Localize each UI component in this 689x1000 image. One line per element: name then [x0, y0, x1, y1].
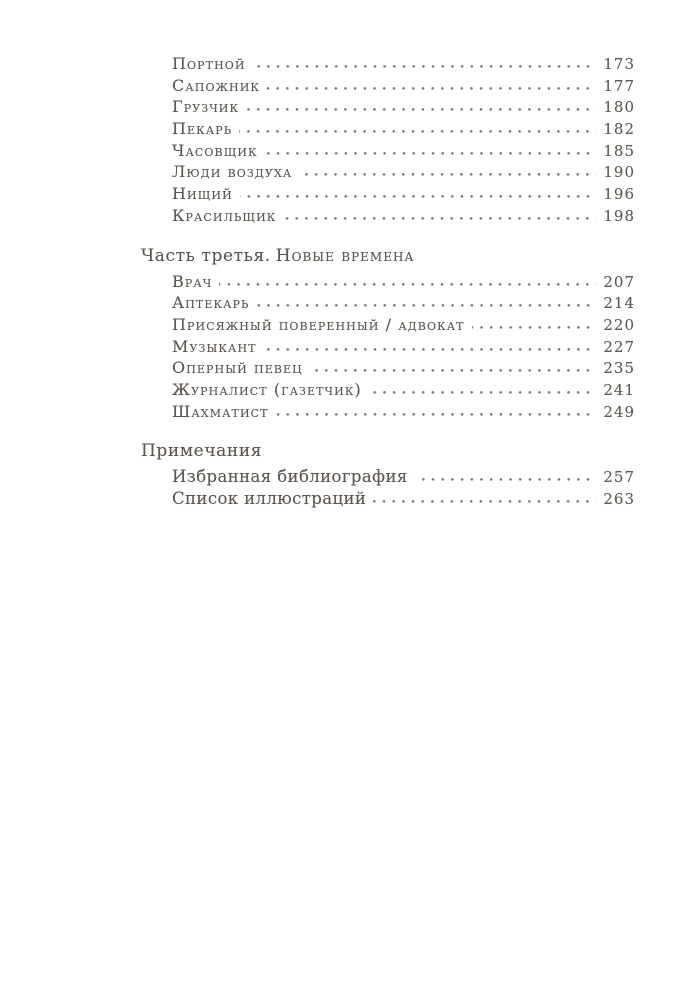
toc-entry-title: Избранная библиография [172, 467, 408, 487]
dot-leader [369, 391, 596, 394]
dot-leader [310, 369, 596, 372]
dot-leader [267, 87, 596, 90]
toc-entry-title: Грузчик [172, 97, 240, 117]
toc-entry [172, 97, 635, 119]
toc-entry [172, 380, 635, 402]
toc-entry-title: Музыкант [172, 336, 257, 356]
section-heading-text: Часть третья. [141, 245, 271, 266]
dot-leader [253, 65, 596, 68]
toc-entry-page: 185 [603, 141, 635, 160]
toc-entry-page: 177 [603, 76, 635, 95]
section-heading-text: Примечания [141, 441, 263, 462]
toc-entry [172, 119, 635, 141]
toc-entry [172, 315, 635, 337]
toc-entries [141, 272, 635, 424]
toc-entry-page: 196 [603, 185, 635, 204]
toc-entry-page: 182 [603, 120, 635, 139]
toc-entry-title: Красильщик [172, 205, 277, 225]
dot-leader [257, 304, 596, 307]
toc-entry-page: 198 [603, 206, 635, 225]
toc-entry-title: Врач [172, 271, 213, 291]
dot-leader [246, 108, 596, 111]
toc-entry-page: 235 [603, 359, 635, 378]
dot-leader [472, 326, 596, 329]
toc-entry-page: 249 [603, 402, 635, 421]
toc-entries [141, 467, 635, 510]
dot-leader [265, 152, 596, 155]
toc-entry-page: 214 [603, 294, 635, 313]
toc-entry-title: Пекарь [172, 119, 233, 139]
toc-entry-page: 241 [603, 380, 635, 399]
toc-entry-page: 173 [603, 55, 635, 73]
toc-entry [172, 489, 635, 511]
toc-entry [172, 402, 635, 424]
toc-section [141, 54, 635, 228]
toc-entry-page: 190 [603, 163, 635, 182]
toc-entry-title: Шахматист [172, 401, 269, 421]
toc-entry [172, 358, 635, 380]
toc-entry-title: Оперный певец [172, 358, 303, 378]
dot-leader [276, 413, 596, 416]
toc-entry-page: 207 [603, 272, 635, 291]
section-heading [141, 440, 635, 462]
toc-entry [172, 141, 635, 163]
toc-entry [172, 162, 635, 184]
section-heading [141, 245, 635, 267]
dot-leader [299, 173, 596, 176]
dot-leader [240, 195, 596, 198]
toc-entry-title: Аптекарь [172, 293, 250, 313]
toc-section [141, 440, 635, 510]
dot-leader [219, 283, 596, 286]
toc-entry [172, 76, 635, 98]
table-of-contents [141, 54, 635, 511]
toc-entry-page: 180 [603, 98, 635, 117]
toc-entry-title: Список иллюстраций [172, 489, 367, 508]
dot-leader [415, 478, 596, 481]
dot-leader [373, 500, 596, 503]
toc-entry [172, 293, 635, 315]
toc-entry-page: 220 [603, 315, 635, 334]
toc-entry [172, 184, 635, 206]
toc-entry-title: Портной [172, 54, 246, 73]
dot-leader [283, 217, 596, 220]
toc-entry-page: 227 [603, 337, 635, 356]
toc-section [141, 245, 635, 424]
toc-entry [172, 337, 635, 359]
toc-entry-title: Присяжный поверенный / адвокат [172, 314, 465, 334]
section-heading-caps: Новые времена [275, 245, 415, 266]
toc-entry-page: 263 [603, 490, 635, 508]
dot-leader [239, 130, 596, 133]
toc-entries [141, 54, 635, 228]
toc-entry-title: Часовщик [172, 140, 258, 160]
toc-entry [172, 54, 635, 76]
toc-entry-title: Нищий [172, 184, 233, 204]
toc-entry [172, 272, 635, 294]
toc-entry [172, 206, 635, 228]
toc-entry [172, 467, 635, 489]
toc-entry-title: Журналист (газетчик) [172, 379, 362, 399]
toc-entry-title: Люди воздуха [172, 162, 293, 182]
toc-entry-title: Сапожник [172, 75, 261, 95]
dot-leader [264, 348, 596, 351]
toc-entry-page: 257 [603, 468, 635, 487]
